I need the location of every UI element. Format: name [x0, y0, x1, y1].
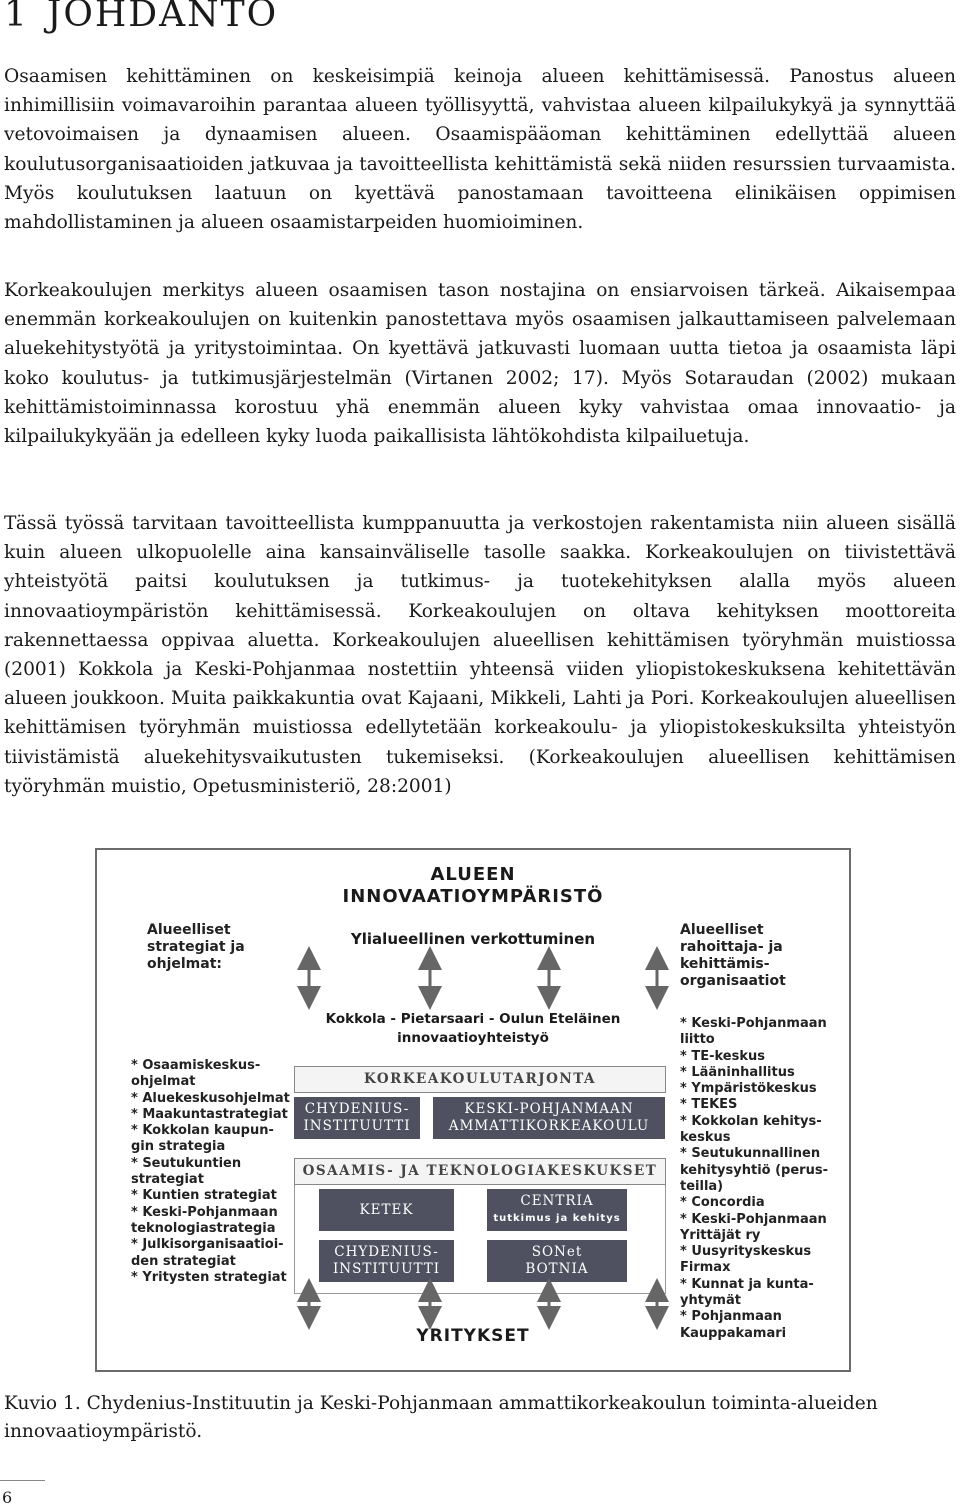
list-item: * Kunnat ja kunta-: [680, 1276, 814, 1292]
list-item: * Osaamiskeskus-: [131, 1058, 261, 1073]
list-item: kehitysyhtiö (perus-: [680, 1162, 828, 1178]
list-item: Firmax: [680, 1260, 731, 1276]
list-item: * Seutukunnallinen: [680, 1146, 821, 1162]
box-line: BOTNIA: [525, 1261, 589, 1277]
list-item: * Pohjanmaan: [680, 1309, 782, 1325]
regional-networking-label: Ylialueellinen verkottuminen: [350, 930, 596, 948]
paragraph-1: Osaamisen kehittäminen on keskeisimpiä keinoja alueen kehittämisessä. Panostus alueen inhimillisiin voimavaroihin parantaa alueen työllisyyttä, vahvistaa alueen kilpailukykyä ja synnyttää vetovoimaisen ja dynaamisen alueen. Osaamispääoman kehittäminen edellyttää alueen koulutusorganisaatioiden jatkuvaa ja tavoitteellista kehittämistä sekä niiden resurssien turvaamista. Myös koulutuksen laatuun on kyettävä panostamaan tavoitteena elinikäisen oppimisen mahdollistaminen ja alueen osaamistarpeiden huomioiminen.: [4, 66, 956, 234]
list-item: * Kokkolan kehitys-: [680, 1113, 822, 1129]
box-line: KESKI-POHJANMAAN: [464, 1101, 634, 1117]
list-item: den strategiat: [131, 1253, 236, 1269]
innovation-environment-figure: [95, 848, 851, 1372]
list-item: * TE-keskus: [680, 1048, 765, 1064]
page-number: 6: [2, 1488, 13, 1507]
box-line: INSTITUUTTI: [332, 1261, 441, 1277]
list-item: Kauppakamari: [680, 1325, 787, 1341]
list-item: teilla): [680, 1178, 724, 1194]
list-item: gin strategia: [131, 1139, 226, 1155]
double-arrows-row2: [309, 1290, 657, 1318]
right-head-line: organisaatiot: [680, 973, 786, 989]
left-head-line: ohjelmat:: [147, 956, 223, 972]
figure-caption: Kuvio 1. Chydenius-Instituutin ja Keski-Pohjanmaan ammattikorkeakoulun toiminta-alueiden innovaatioympäristö.: [4, 1393, 878, 1442]
box-line: INSTITUUTTI: [303, 1118, 411, 1134]
right-head-line: Alueelliset: [680, 922, 764, 938]
list-item: * Yritysten strategiat: [131, 1269, 287, 1285]
list-item: * Ympäristökeskus: [680, 1081, 817, 1097]
left-head-line: strategiat ja: [147, 939, 245, 955]
expertise-centres-header: OSAAMIS- JA TEKNOLOGIAKESKUKSET: [294, 1158, 666, 1185]
box-line: KETEK: [359, 1201, 414, 1218]
list-item: * Lääninhallitus: [680, 1064, 795, 1080]
list-item: Yrittäjät ry: [680, 1227, 761, 1243]
list-item: * Uusyrityskeskus: [680, 1244, 812, 1260]
higher-education-header: KORKEAKOULUTARJONTA: [294, 1066, 666, 1093]
list-item: * Keski-Pohjanmaan: [131, 1204, 278, 1220]
list-item: teknologiastrategia: [131, 1220, 276, 1236]
footer-rule: [0, 1480, 45, 1481]
list-item: * Concordia: [680, 1195, 765, 1211]
box-subline: tutkimus ja kehitys: [493, 1213, 621, 1224]
list-item: * Julkisorganisaatioi-: [131, 1237, 284, 1253]
figure-title-line1: ALUEEN: [430, 864, 516, 885]
list-item: * Keski-Pohjanmaan: [680, 1016, 827, 1031]
list-item: * Kokkolan kaupun-: [131, 1123, 274, 1139]
chapter-title: JOHDANTO: [46, 0, 279, 35]
list-item: strategiat: [131, 1172, 204, 1188]
figure-title-line2: INNOVAATIOYMPÄRISTÖ: [342, 886, 604, 907]
box-line: CHYDENIUS-: [304, 1101, 410, 1117]
box-line: CHYDENIUS-: [334, 1244, 439, 1260]
list-item: * Aluekeskusohjelmat: [131, 1090, 290, 1106]
left-head-line: Alueelliset: [147, 922, 231, 938]
kokkola-line2: innovaatioyhteistyö: [397, 1030, 549, 1046]
chapter-heading: [4, 0, 296, 35]
list-item: liitto: [680, 1032, 715, 1048]
paragraph-2: Korkeakoulujen merkitys alueen osaamisen tason nostajina on ensiarvoisen tärkeä. Aikaisempaa enemmän korkeakoulujen on kuitenkin panostettava myös osaamisen jalkauttamiseen palvelemaan aluekehitystyötä ja yritystoimintaa. On kyettävä jatkuvasti luomaan uutta tietoa ja osaamista läpi koko koulutus- ja tutkimusjärjestelmän (Virtanen 2002; 17). Myös Sotaraudan (2002) mukaan kehittämistoiminnassa korostuu yhä enemmän alueen kyky vahvistaa omaa innovaatio- ja kilpailukykyään ja edelleen kyky luoda paikallisista lähtökohdista kilpailuetuja.: [4, 280, 956, 448]
list-item: * Kuntien strategiat: [131, 1188, 277, 1204]
paragraph-3: Tässä työssä tarvitaan tavoitteellista kumppanuutta ja verkostojen rakentamista niin alueen sisällä kuin alueen ulkopuolelle aina kansainväliselle tasolle saakka. Korkeakoulujen on tiivistettävä yhteistyötä paitsi koulutuksen ja tutkimus- ja tuotekehityksen alalla myös alueen innovaatioympäristön kehittämisessä. Korkeakoulujen on oltava kehityksen moottoreita rakennettaessa oppivaa aluetta. Korkeakoulujen alueellisen kehittämisen työryhmän muistiossa (2001) Kokkola ja Keski-Pohjanmaa nostettiin yhteensä viiden yliopistokeskuksena kehitettävän alueen joukkoon. Muita paikkakuntia ovat Kajaani, Mikkeli, Lahti ja Pori. Korkeakoulujen alueellisen kehittämisen työryhmän muistiossa edellytetään korkeakoulu- ja yliopistokeskuksilta yhteistyön tiivistämistä aluekehitysvaikutusten tukemiseksi. (Korkeakoulujen alueellisen kehittämisen työryhmän muistio, Opetusministeriö, 28:2001): [4, 513, 956, 797]
list-item: * Maakuntastrategiat: [131, 1106, 288, 1122]
list-item: keskus: [680, 1130, 731, 1146]
companies-label: YRITYKSET: [416, 1326, 530, 1346]
double-arrows-row1: [309, 958, 657, 998]
kokkola-line1: Kokkola - Pietarsaari - Oulun Eteläinen: [325, 1011, 621, 1027]
box-line: SONet: [531, 1244, 583, 1260]
box-line: AMMATTIKORKEAKOULU: [448, 1118, 650, 1134]
right-head-line: rahoittaja- ja: [680, 939, 783, 955]
list-item: * Keski-Pohjanmaan: [680, 1211, 827, 1227]
chapter-number: 1: [4, 0, 29, 35]
list-item: yhtymät: [680, 1293, 741, 1309]
right-head-line: kehittämis-: [680, 956, 770, 972]
list-item: * Seutukuntien: [131, 1155, 242, 1171]
box-line: CENTRIA: [520, 1193, 594, 1209]
list-item: * TEKES: [680, 1097, 738, 1113]
figure-arrows: [97, 850, 849, 1370]
list-item: ohjelmat: [131, 1074, 196, 1090]
